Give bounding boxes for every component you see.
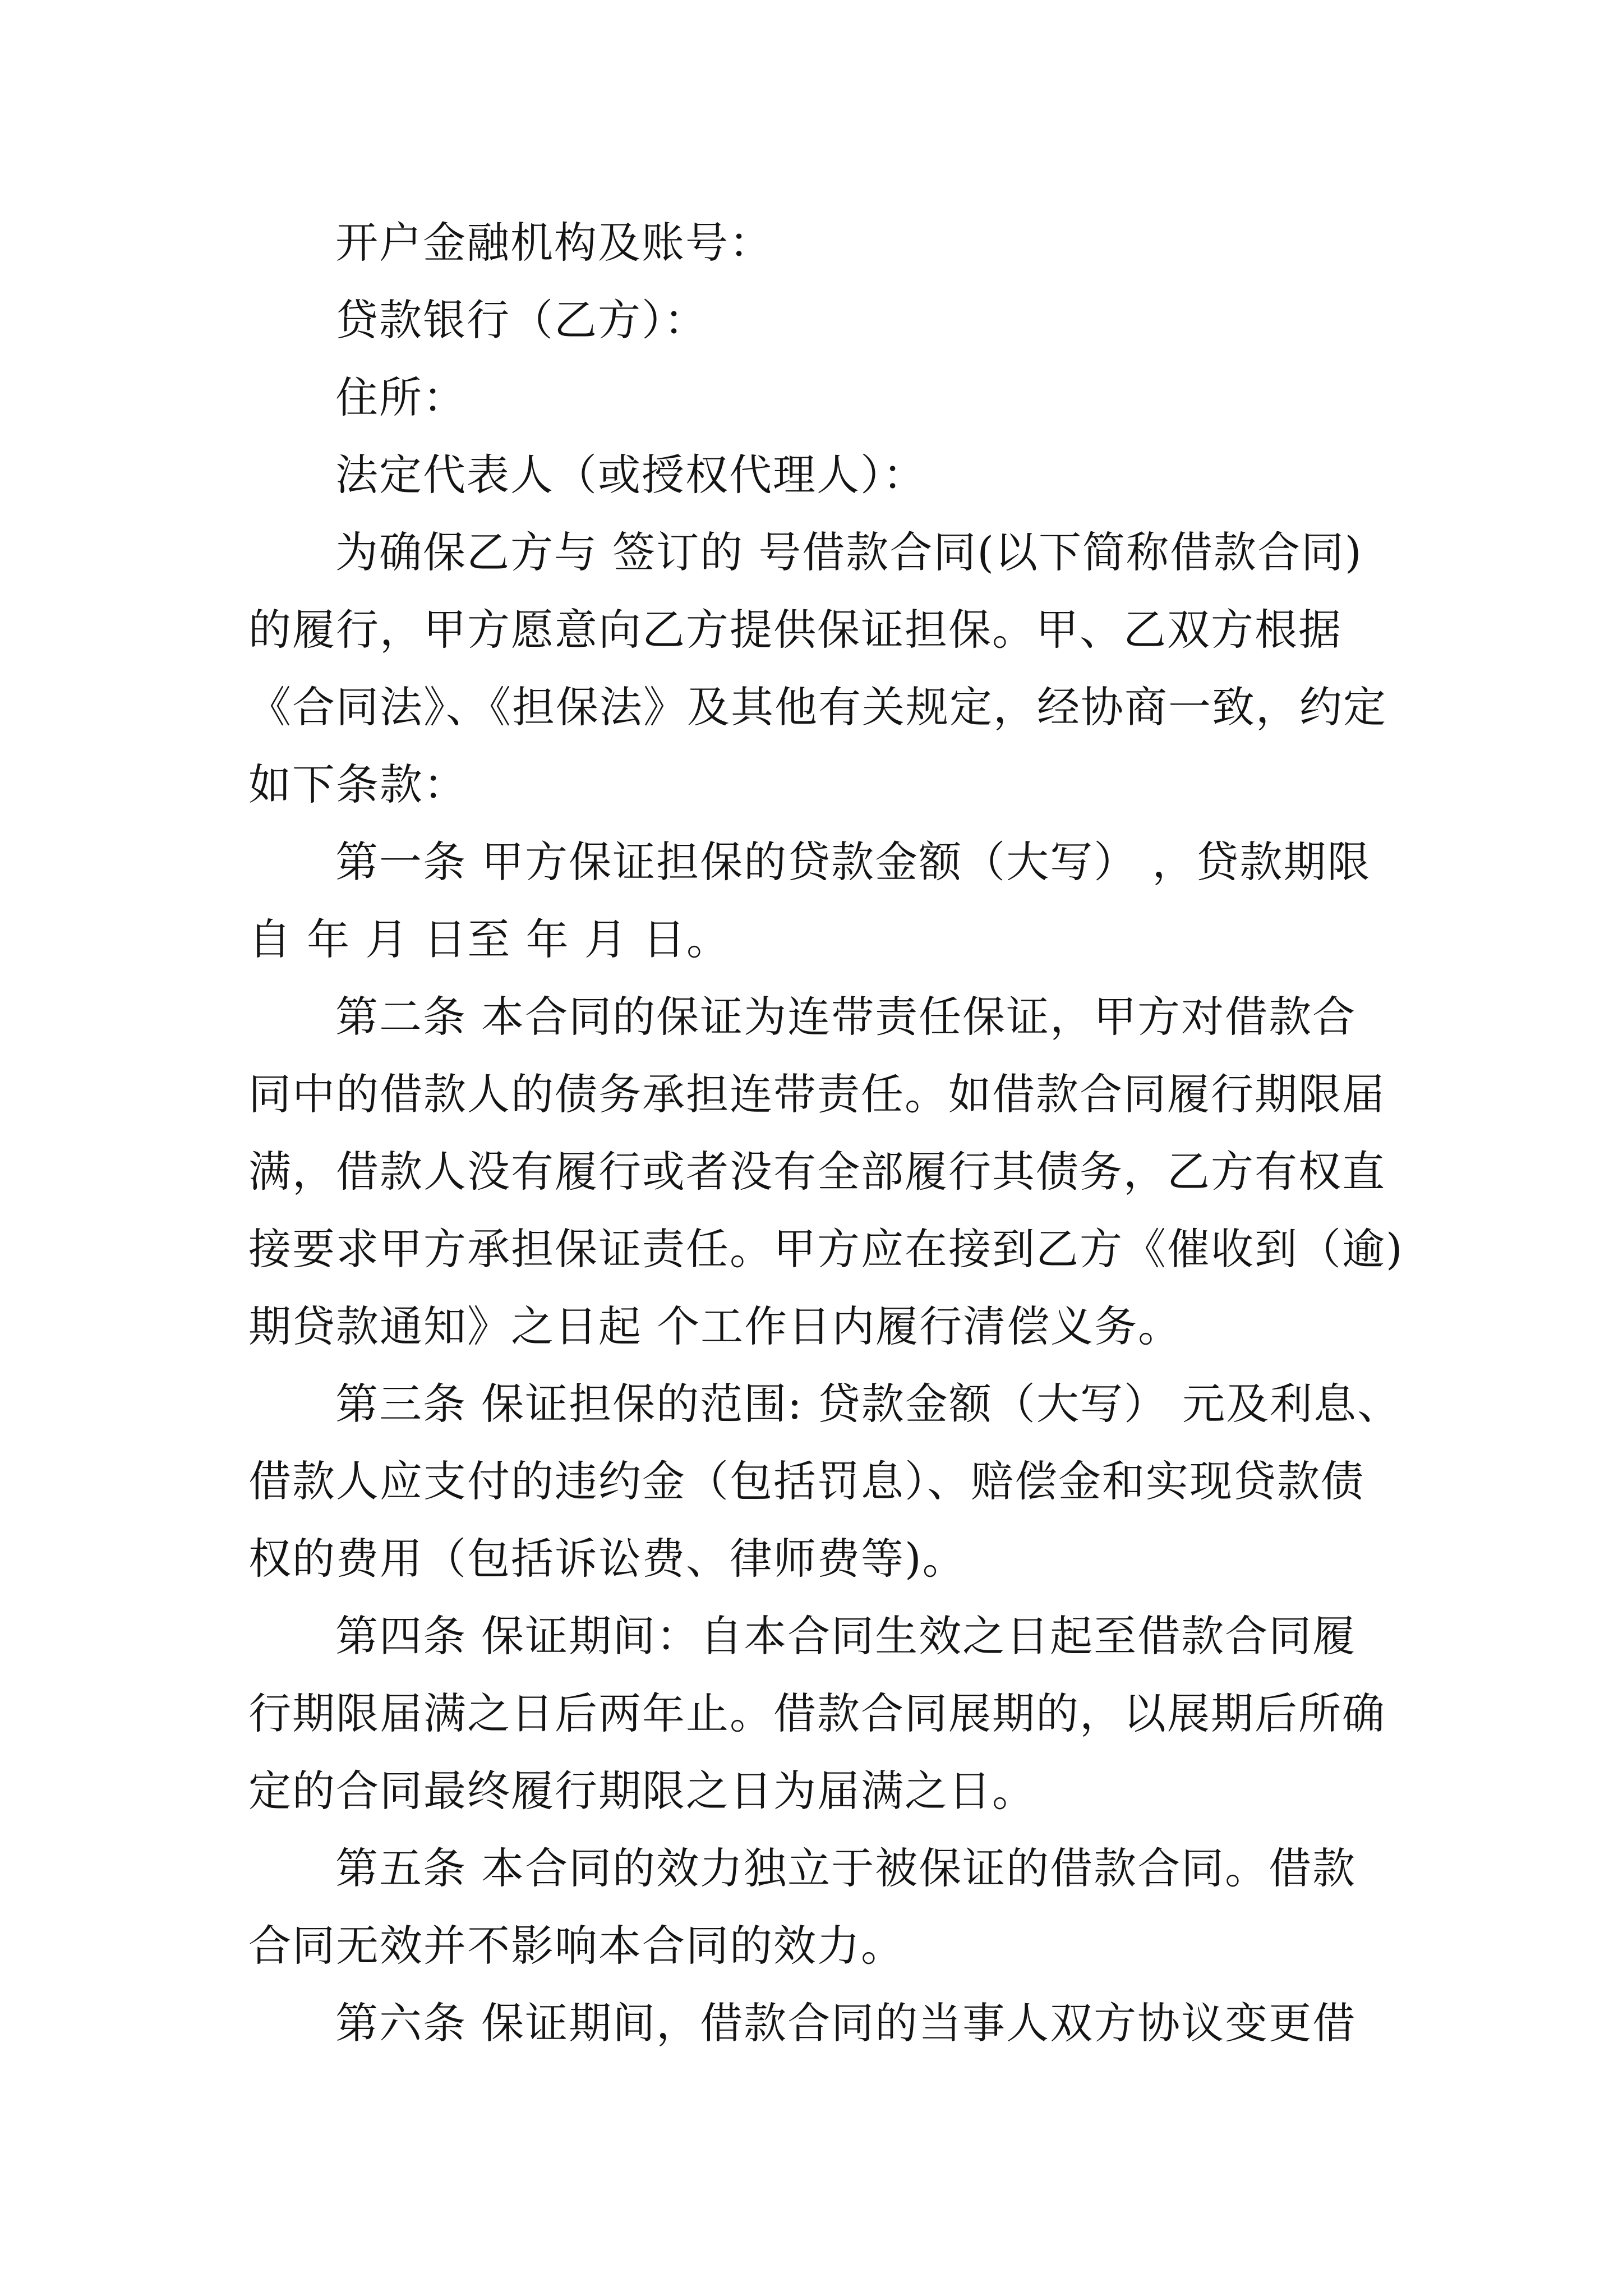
article-4-line: 第四条 保证期间：自本合同生效之日起至借款合同履: [335, 1611, 1357, 1661]
legal-representative-line: 法定代表人（或授权代理人）：: [335, 450, 926, 500]
article-1-line: 自 年 月 日至 年 月 日。: [248, 914, 730, 964]
article-4-line: 行期限届满之日后两年止。借款合同展期的，以展期后所确: [248, 1688, 1386, 1738]
preamble-line: 如下条款：: [248, 760, 467, 809]
article-2-line: 同中的借款人的债务承担连带责任。如借款合同履行期限届: [248, 1069, 1386, 1119]
account-info-line: 开户金融机构及账号：: [335, 218, 773, 268]
article-5-line: 合同无效并不影响本合同的效力。: [248, 1921, 905, 1971]
article-4-line: 定的合同最终履行期限之日为届满之日。: [248, 1766, 1036, 1816]
article-6-line: 第六条 保证期间，借款合同的当事人双方协议变更借: [335, 1998, 1357, 2048]
article-3-line: 第三条 保证担保的范围: 贷款金额（大写） 元及利息、: [335, 1379, 1401, 1429]
article-2-line: 期贷款通知》之日起 个工作日内履行清偿义务。: [248, 1301, 1182, 1351]
preamble-line: 《合同法》、《担保法》及其他有关规定，经协商一致，约定: [248, 682, 1387, 732]
preamble-line: 的履行，甲方愿意向乙方提供保证担保。甲、乙双方根据: [248, 605, 1342, 655]
article-5-line: 第五条 本合同的效力独立于被保证的借款合同。借款: [335, 1843, 1357, 1893]
article-2-line: 第二条 本合同的保证为连带责任保证，甲方对借款合: [335, 992, 1357, 1042]
lender-bank-line: 贷款银行（乙方）：: [335, 295, 708, 345]
article-3-line: 权的费用（包括诉讼费、律师费等)。: [248, 1534, 966, 1584]
article-2-line: 接要求甲方承担保证责任。甲方应在接到乙方《催收到（逾): [248, 1224, 1404, 1274]
address-line: 住所：: [335, 372, 467, 422]
preamble-line: 为确保乙方与 签订的 号借款合同(以下简称借款合同): [335, 527, 1363, 577]
article-2-line: 满，借款人没有履行或者没有全部履行其债务，乙方有权直: [248, 1147, 1386, 1197]
article-3-line: 借款人应支付的违约金（包括罚息）、赔偿金和实现贷款债: [248, 1456, 1364, 1506]
article-1-line: 第一条 甲方保证担保的贷款金额（大写） ，贷款期限: [335, 837, 1371, 887]
